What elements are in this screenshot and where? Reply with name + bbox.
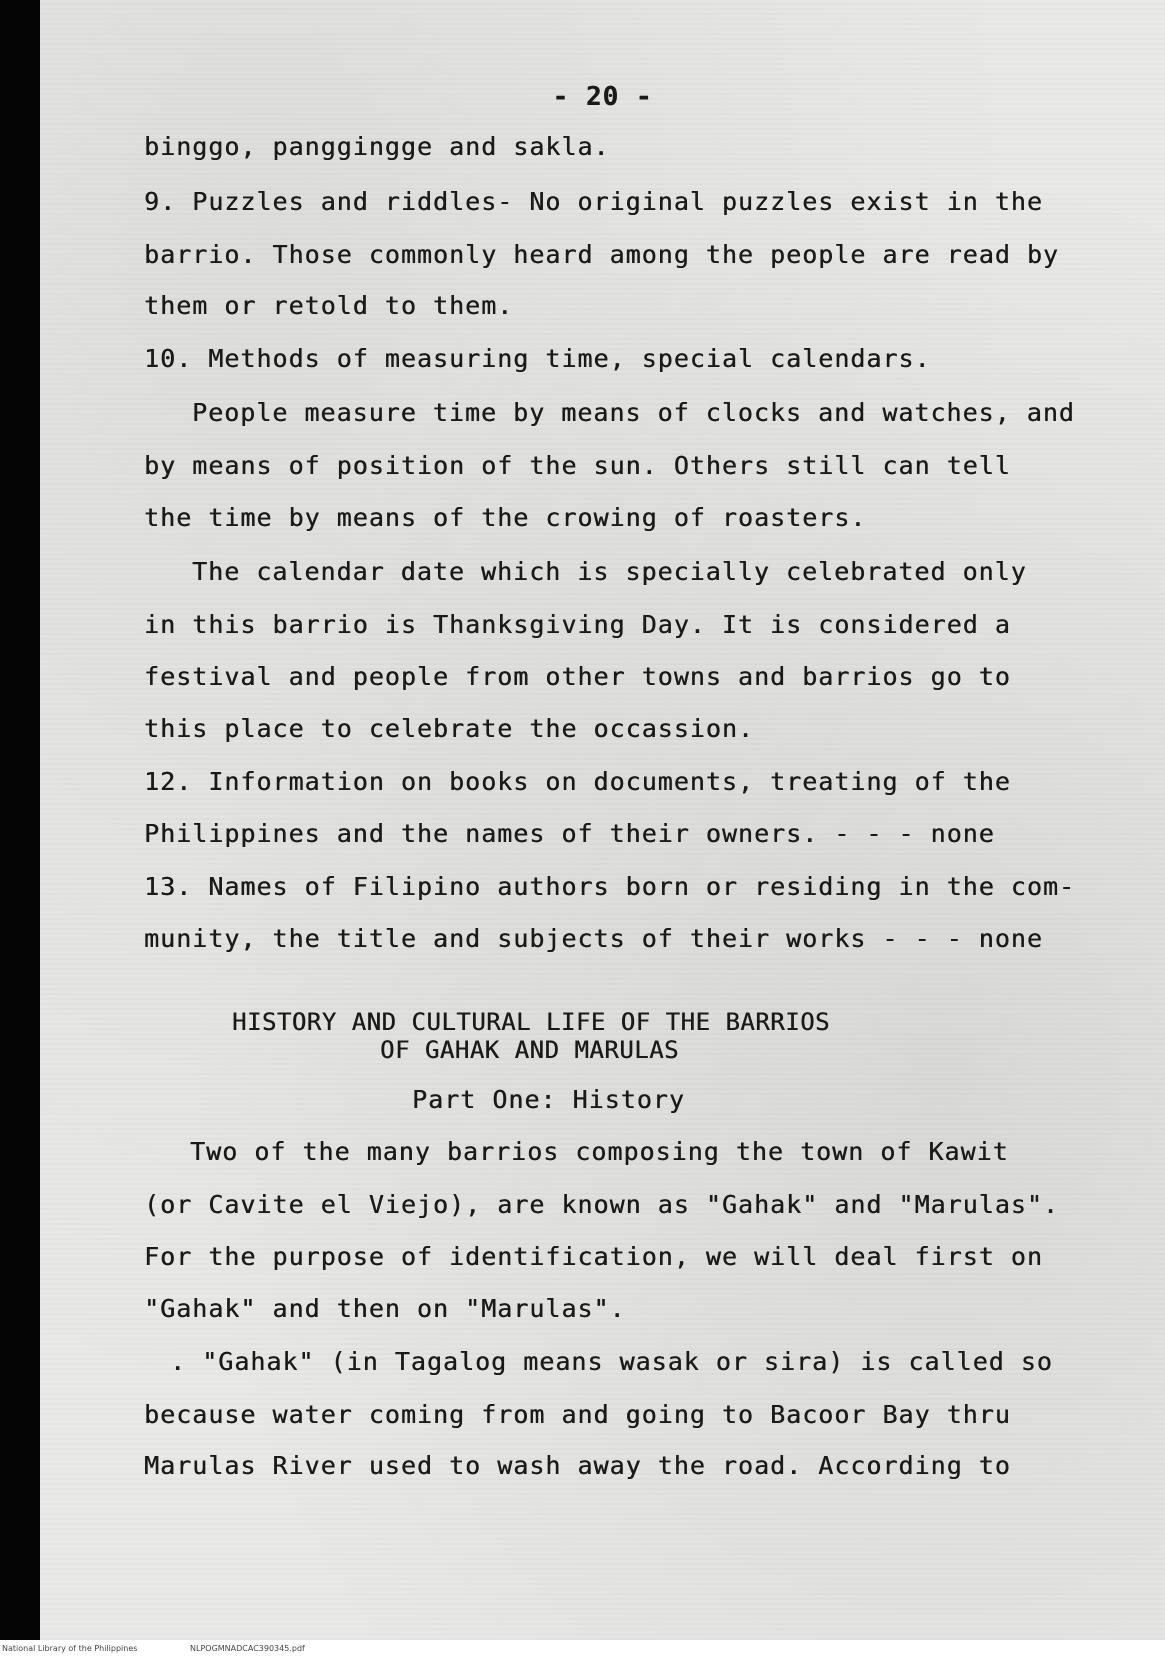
text-line: Marulas River used to wash away the road. According to bbox=[144, 1451, 1011, 1480]
text-line: For the purpose of identification, we will deal first on bbox=[144, 1242, 1043, 1271]
text-line: this place to celebrate the occassion. bbox=[144, 714, 754, 743]
text-line: 13. Names of Filipino authors born or residing in the com- bbox=[144, 872, 1075, 901]
document-page bbox=[40, 0, 1165, 1640]
text-line: festival and people from other towns and barrios go to bbox=[144, 662, 1011, 691]
footer-file-name: NLPOGMNADCAC390345.pdf bbox=[190, 1644, 305, 1653]
text-line: binggo, panggingge and sakla. bbox=[144, 132, 610, 161]
text-line: . "Gahak" (in Tagalog means wasak or sira) is called so bbox=[170, 1347, 1053, 1376]
text-line: them or retold to them. bbox=[144, 291, 514, 320]
text-line: 9. Puzzles and riddles- No original puzzles exist in the bbox=[144, 187, 1043, 216]
page-number: - 20 - bbox=[552, 82, 653, 112]
scan-binding-edge bbox=[0, 0, 40, 1640]
footer-library-name: National Library of the Philippines bbox=[2, 1644, 138, 1653]
text-line: by means of position of the sun. Others still can tell bbox=[144, 451, 1011, 480]
text-line: (or Cavite el Viejo), are known as "Gahak" and "Marulas". bbox=[144, 1190, 1059, 1219]
text-line: Two of the many barrios composing the town of Kawit bbox=[190, 1137, 1009, 1166]
footer-bar bbox=[0, 1640, 1165, 1658]
part-subheading: Part One: History bbox=[412, 1085, 685, 1114]
text-line: the time by means of the crowing of roasters. bbox=[144, 503, 867, 532]
text-line: in this barrio is Thanksgiving Day. It is considered a bbox=[144, 610, 1011, 639]
text-line: "Gahak" and then on "Marulas". bbox=[144, 1294, 626, 1323]
section-heading-line-2: OF GAHAK AND MARULAS bbox=[380, 1036, 679, 1064]
text-line: munity, the title and subjects of their works - - - none bbox=[144, 924, 1043, 953]
text-line: 12. Information on books on documents, treating of the bbox=[144, 767, 1011, 796]
text-line: Philippines and the names of their owners. - - - none bbox=[144, 819, 995, 848]
text-line: because water coming from and going to Bacoor Bay thru bbox=[144, 1400, 1011, 1429]
text-line: People measure time by means of clocks and watches, and bbox=[192, 398, 1075, 427]
text-line: The calendar date which is specially celebrated only bbox=[192, 557, 1027, 586]
text-line: barrio. Those commonly heard among the people are read by bbox=[144, 240, 1059, 269]
section-heading-line-1: HISTORY AND CULTURAL LIFE OF THE BARRIOS bbox=[232, 1008, 830, 1036]
text-line: 10. Methods of measuring time, special calendars. bbox=[144, 344, 931, 373]
